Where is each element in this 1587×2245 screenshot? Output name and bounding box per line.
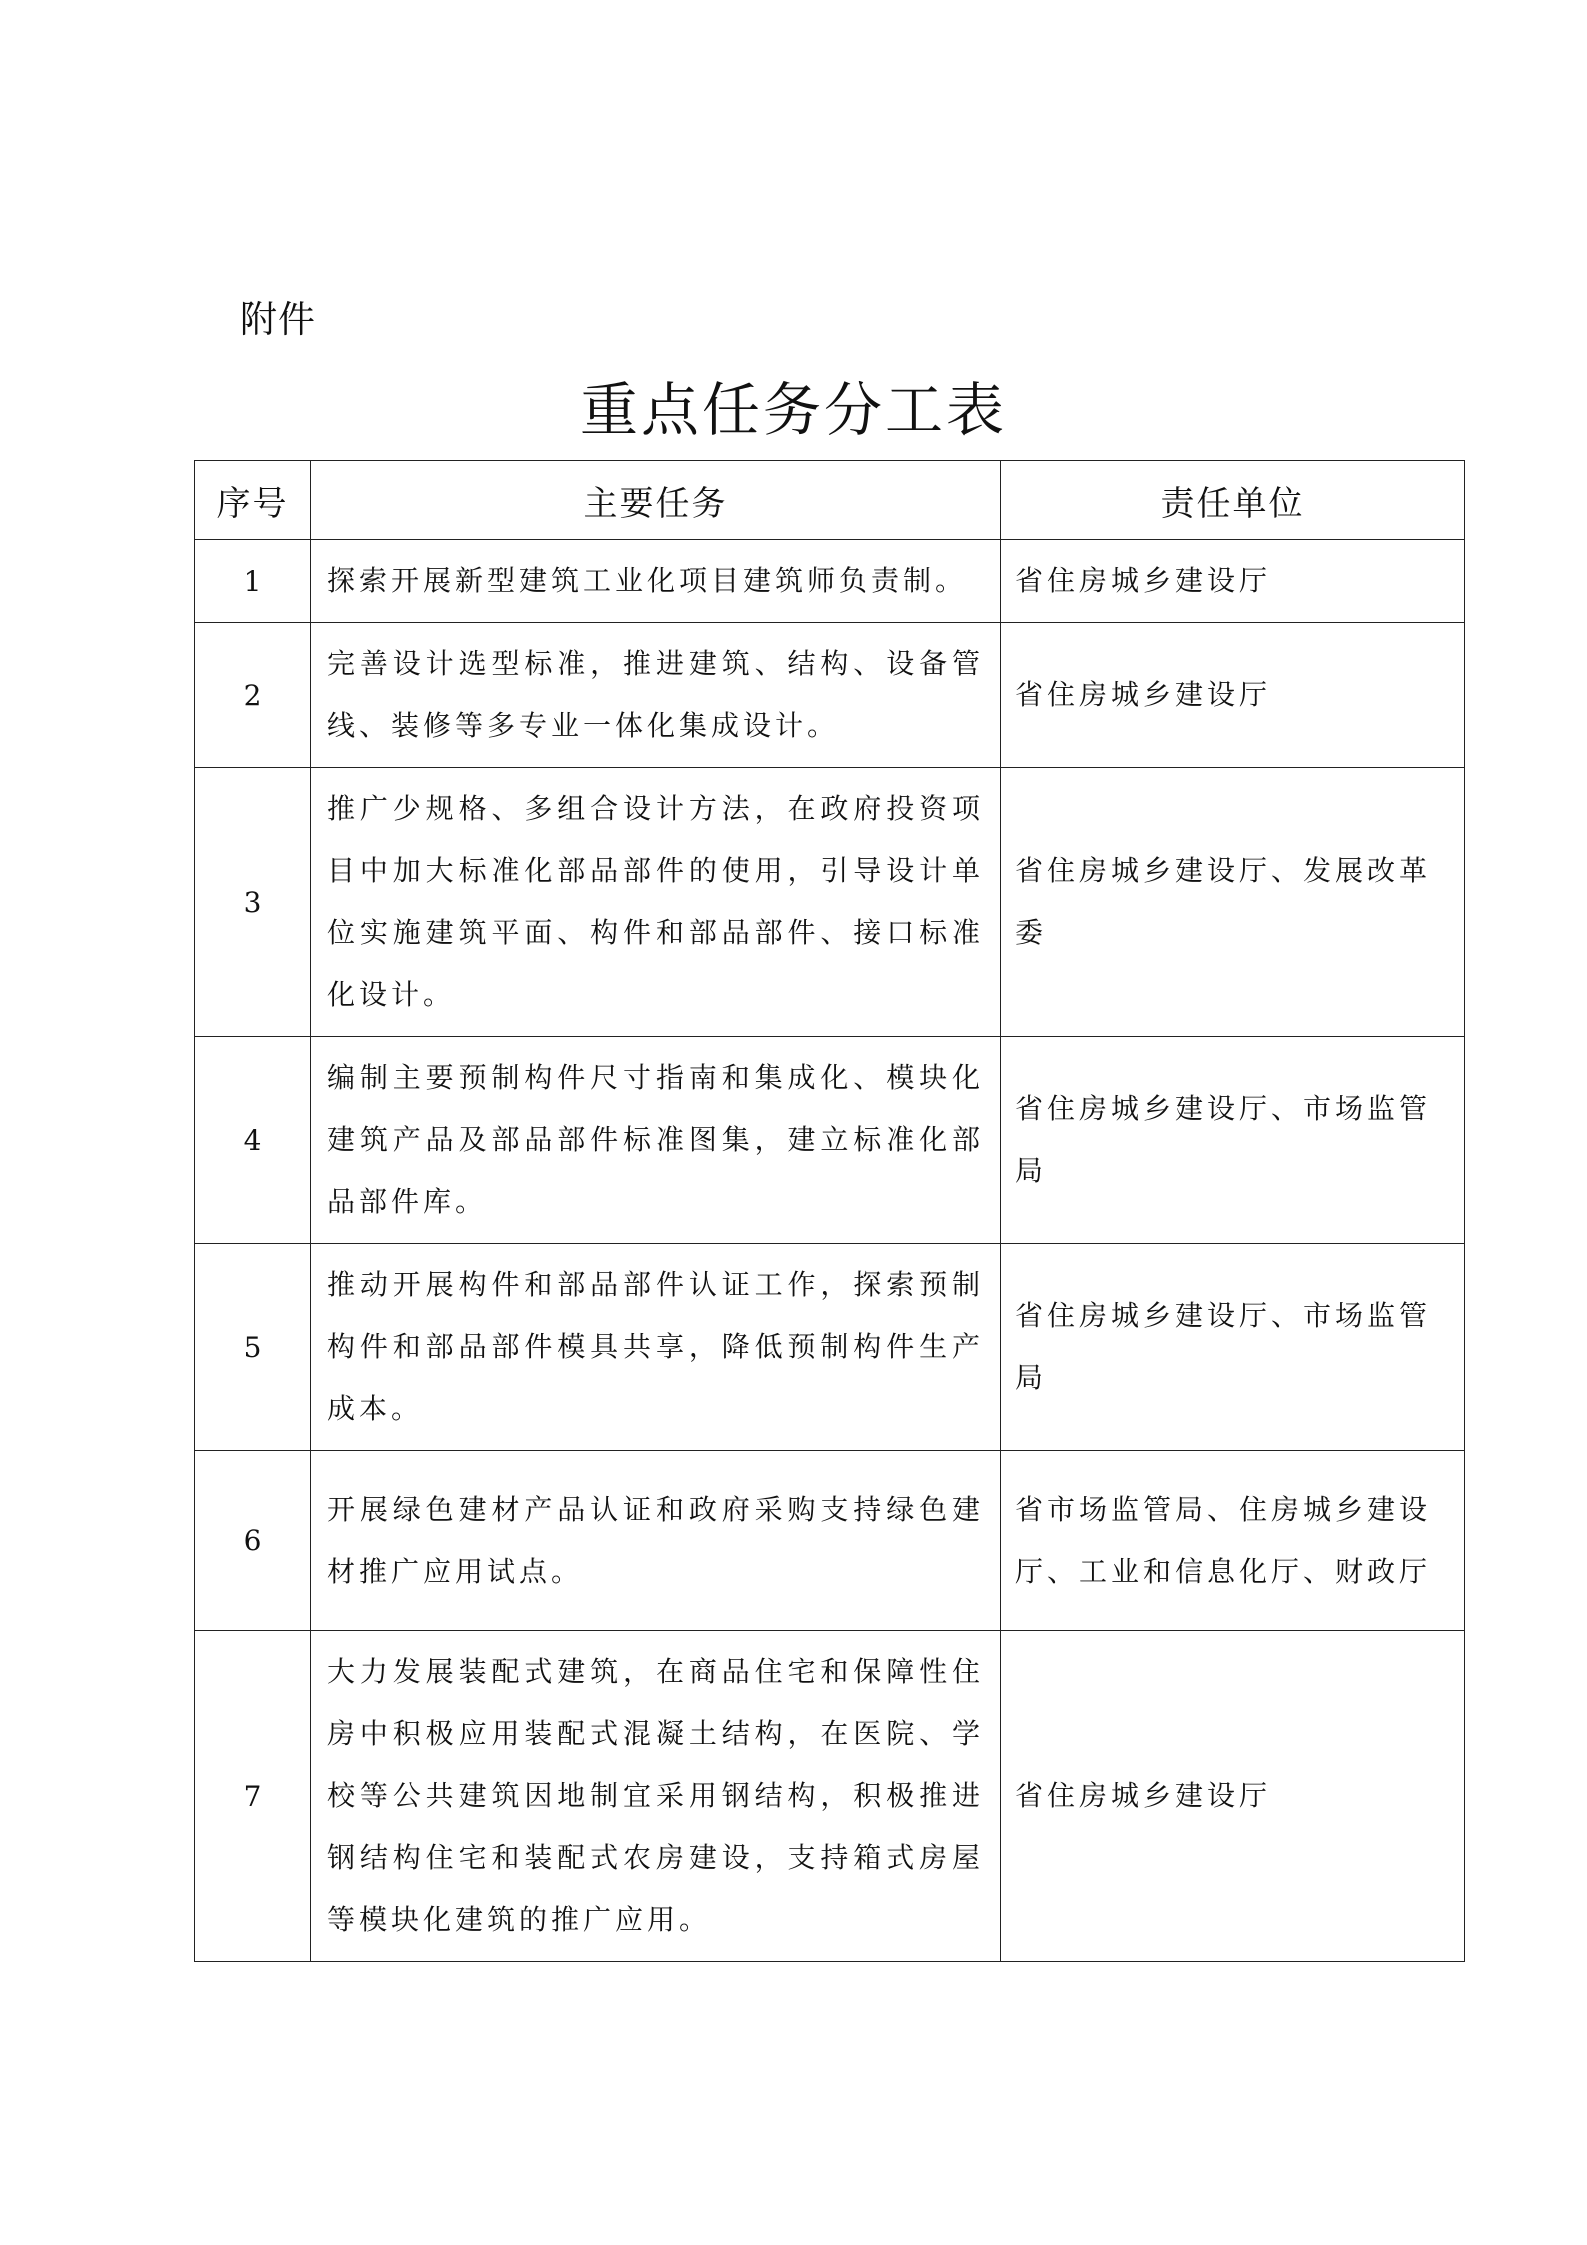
- attachment-label: 附件: [240, 298, 316, 341]
- header-unit: 责任单位: [1001, 461, 1465, 540]
- row-no: 3: [195, 768, 311, 1037]
- table-row: [195, 1451, 1465, 1631]
- task-table: [194, 460, 1465, 1962]
- row-no: 7: [195, 1631, 311, 1962]
- table-row: [195, 1631, 1465, 1962]
- row-no: 1: [195, 540, 311, 623]
- table-row: [195, 1037, 1465, 1244]
- row-unit: 省住房城乡建设厅、发展改革委: [1001, 768, 1465, 1037]
- table-row: [195, 540, 1465, 623]
- row-unit: 省住房城乡建设厅: [1001, 540, 1465, 623]
- row-unit: 省市场监管局、住房城乡建设厅、工业和信息化厅、财政厅: [1001, 1451, 1465, 1631]
- row-task: 探索开展新型建筑工业化项目建筑师负责制。: [311, 540, 1001, 623]
- row-no: 6: [195, 1451, 311, 1631]
- header-no: 序号: [195, 461, 311, 540]
- table-row: [195, 1244, 1465, 1451]
- row-task: 大力发展装配式建筑，在商品住宅和保障性住房中积极应用装配式混凝土结构，在医院、学校等公共建筑因地制宜采用钢结构，积极推进钢结构住宅和装配式农房建设，支持箱式房屋等模块化建筑的推广应用。: [311, 1631, 1001, 1962]
- table-row: [195, 623, 1465, 768]
- row-unit: 省住房城乡建设厅: [1001, 1631, 1465, 1962]
- row-unit: 省住房城乡建设厅: [1001, 623, 1465, 768]
- row-unit: 省住房城乡建设厅、市场监管局: [1001, 1037, 1465, 1244]
- row-no: 2: [195, 623, 311, 768]
- row-task: 开展绿色建材产品认证和政府采购支持绿色建材推广应用试点。: [311, 1451, 1001, 1631]
- table-row: [195, 768, 1465, 1037]
- row-unit: 省住房城乡建设厅、市场监管局: [1001, 1244, 1465, 1451]
- row-task: 推动开展构件和部品部件认证工作，探索预制构件和部品部件模具共享，降低预制构件生产成本。: [311, 1244, 1001, 1451]
- row-task: 编制主要预制构件尺寸指南和集成化、模块化建筑产品及部品部件标准图集，建立标准化部品部件库。: [311, 1037, 1001, 1244]
- row-task: 推广少规格、多组合设计方法，在政府投资项目中加大标准化部品部件的使用，引导设计单位实施建筑平面、构件和部品部件、接口标准化设计。: [311, 768, 1001, 1037]
- row-task: 完善设计选型标准，推进建筑、结构、设备管线、装修等多专业一体化集成设计。: [311, 623, 1001, 768]
- row-no: 5: [195, 1244, 311, 1451]
- page-title: 重点任务分工表: [579, 376, 1007, 444]
- row-no: 4: [195, 1037, 311, 1244]
- table-header-row: [195, 461, 1465, 540]
- header-task: 主要任务: [311, 461, 1001, 540]
